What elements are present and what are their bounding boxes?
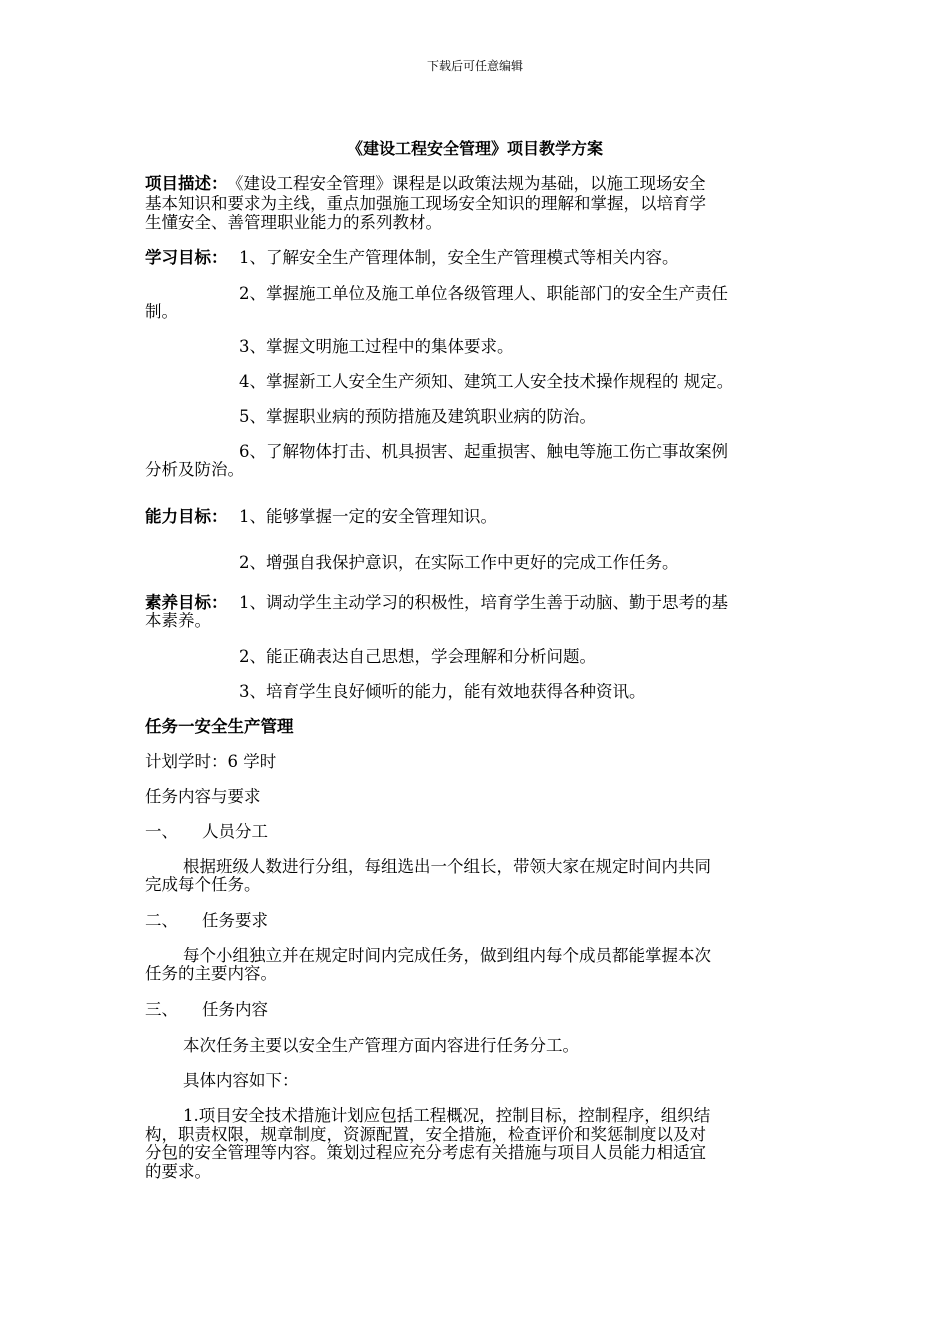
detail-line: 的要求。 [145,1162,211,1181]
section-title: 人员分工 [202,822,268,841]
learning-goal-item: 6、了解物体打击、机具损害、起重损害、触电等施工伤亡事故案例 [239,442,728,461]
task-heading: 任务一安全生产管理 [145,717,294,736]
ability-goals-label: 能力目标： [145,507,228,526]
learning-goal-item: 4、掌握新工人安全生产须知、建筑工人安全技术操作规程的 规定。 [239,372,734,391]
section-line: 任务的主要内容。 [145,964,277,983]
section-line: 根据班级人数进行分组，每组选出一个组长，带领大家在规定时间内共同 [183,857,711,876]
section-line: 每个小组独立并在规定时间内完成任务，做到组内每个成员都能掌握本次 [183,946,711,965]
section-number: 二、 [145,911,178,930]
quality-goal-item: 1、调动学生主动学习的积极性，培育学生善于动脑、勤于思考的基 [239,593,728,612]
learning-goal-item: 2、掌握施工单位及施工单位各级管理人、职能部门的安全生产责任 [239,284,728,303]
learning-goals-label: 学习目标： [145,248,228,267]
learning-goal-item: 分析及防治。 [145,460,244,479]
learning-goal-item: 制。 [145,302,178,321]
section-title: 任务内容 [202,1000,268,1019]
task-content-heading: 任务内容与要求 [145,787,261,806]
section-number: 一、 [145,822,178,841]
detail-line: 构，职责权限，规章制度，资源配置，安全措施，检查评价和奖惩制度以及对 [145,1125,706,1144]
section-title: 任务要求 [202,911,268,930]
learning-goal-item: 5、掌握职业病的预防措施及建筑职业病的防治。 [239,407,596,426]
description-line: 《建设工程安全管理》课程是以政策法规为基础，以施工现场安全 [227,174,706,193]
section-line: 本次任务主要以安全生产管理方面内容进行任务分工。 [183,1036,579,1055]
quality-goals-label: 素养目标： [145,593,228,612]
ability-goal-item: 2、增强自我保护意识，在实际工作中更好的完成工作任务。 [239,553,679,572]
quality-goal-item: 3、培育学生良好倾听的能力，能有效地获得各种资讯。 [239,682,646,701]
section-line: 完成每个任务。 [145,875,261,894]
detail-line: 1.项目安全技术措施计划应包括工程概况，控制目标，控制程序，组织结 [183,1106,711,1125]
document-title: 《建设工程安全管理》项目教学方案 [346,139,603,158]
page-header-note: 下载后可任意编辑 [426,59,523,73]
section-number: 三、 [145,1000,178,1019]
quality-goal-item: 本素养。 [145,611,211,630]
detail-line: 分包的安全管理等内容。策划过程应充分考虑有关措施与项目人员能力相适宜 [145,1143,706,1162]
section-line: 具体内容如下： [183,1071,299,1090]
learning-goal-item: 3、掌握文明施工过程中的集体要求。 [239,337,514,356]
learning-goal-item: 1、了解安全生产管理体制，安全生产管理模式等相关内容。 [239,248,679,267]
ability-goal-item: 1、能够掌握一定的安全管理知识。 [239,507,497,526]
description-line: 生懂安全、善管理职业能力的系列教材。 [145,213,442,232]
description-line: 基本知识和要求为主线，重点加强施工现场安全知识的理解和掌握，以培育学 [145,194,706,213]
quality-goal-item: 2、能正确表达自己思想，学会理解和分析问题。 [239,647,596,666]
description-label: 项目描述： [145,174,228,193]
planned-hours: 计划学时：6 学时 [145,752,277,771]
